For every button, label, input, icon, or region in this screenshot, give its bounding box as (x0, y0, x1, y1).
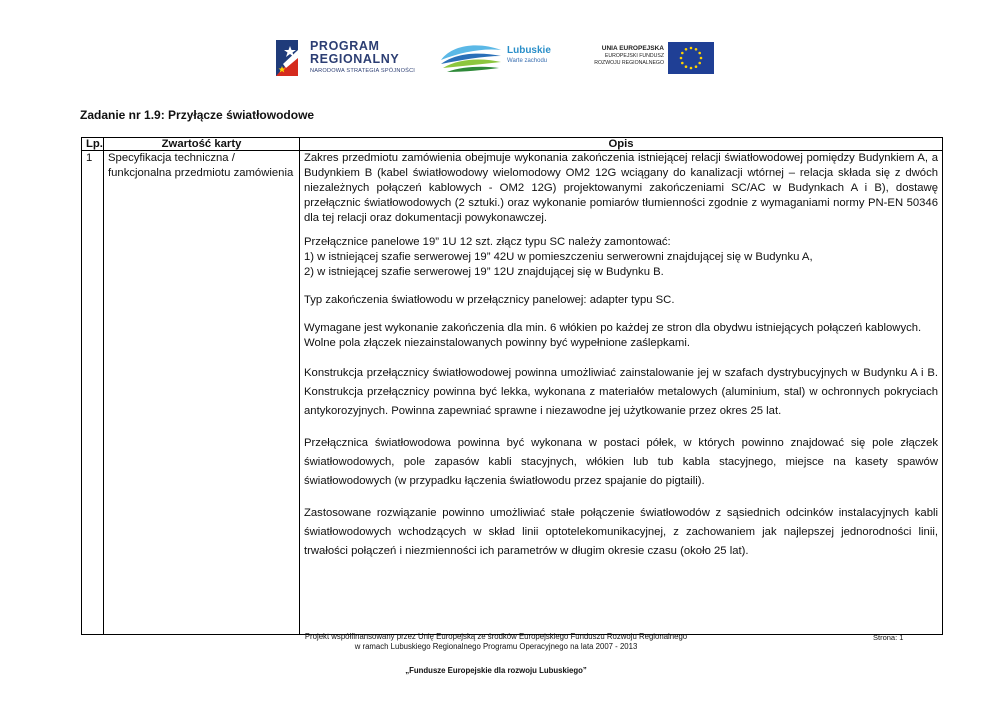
header-lp: Lp. (82, 138, 104, 151)
opis-paragraph-2-intro: Przełącznice panelowe 19” 1U 12 szt. złącz typu SC należy zamontować: (304, 236, 671, 248)
program-line3: NARODOWA STRATEGIA SPÓJNOŚCI (310, 68, 416, 74)
opis-paragraph-1: Zakres przedmiotu zamówienia obejmuje wykonania zakończenia istniejącej relacji światłowodowej pomiędzy Budynkiem A, a Budynkiem B (kabel światłowodowy wielomodowy OM2 12G wciągany do kanalizacji wtórnej – relacja składa się z dwóch niezależnych połączeń kablowych - OM2 12G) projektowanymi zakończeniami SC/AC w Budynkach A i B), dostawę przełącznic światłowodowych (2 sztuki.) oraz wykonanie pomiarów tłumienności zgodnie z wymaganiami normy PN-EN 50346 dla tej relacji oraz dokumentacji powykonawczej. (304, 152, 938, 224)
row-opis (300, 151, 943, 635)
header-opis: Opis (300, 138, 943, 151)
table-row (82, 151, 943, 635)
program-line1: PROGRAM (310, 39, 380, 53)
row-lp: 1 (82, 151, 104, 635)
footer-note (200, 632, 792, 652)
footer-line1: Projekt współfinansowany przez Unię Europejską ze środków Europejskiego Funduszu Rozwoju Regionalnego (304, 632, 688, 641)
opis-list-item-1: 1) w istniejącej szafie serwerowej 19” 42U w pomieszczeniu serwerowni znajdującej się w Budynku A, (304, 251, 813, 263)
opis-list-item-2: 2) w istniejącej szafie serwerowej 19” 12U znajdującej się w Budynku B. (304, 266, 664, 278)
eu-flag-icon (668, 42, 714, 74)
footer-slogan: „Fundusze Europejskie dla rozwoju Lubuskiego” (405, 666, 587, 675)
opis-paragraph-7: Zastosowane rozwiązanie powinno umożliwiać stałe połączenie światłowodów z sąsiednich odcinków instalacyjnych kabli światłowodowych wchodzących w skład linii optotelekomunikacyjnej, z zachowaniem jak najlepszej jednorodności linii, trwałości połączeń i niezmienności ich parametrów w długim okresie czasu (około 25 lat). (304, 507, 938, 557)
lubuskie-tagline: Warte zachodu (507, 58, 548, 64)
eu-line3: ROZWOJU REGIONALNEGO (594, 60, 664, 66)
eu-logo (578, 42, 714, 78)
opis-paragraph-4: Wymagane jest wykonanie zakończenia dla min. 6 włókien po każdej ze stron dla obydwu istniejących połączeń kablowych. (304, 322, 922, 334)
row-zawartosc: Specyfikacja techniczna / funkcjonalna przedmiotu zamówienia (104, 151, 300, 635)
lubuskie-logo (439, 40, 559, 80)
eu-line2: EUROPEJSKI FUNDUSZ (604, 53, 664, 59)
opis-paragraph-6: Przełącznica światłowodowa powinna być wykonana w postaci półek, w których powinno znajdować się pole złączek światłowodowych, pole zapasów kabli stacyjnych, włókien lub tub kabla stacyjnego, miejsce na kasety spawów światłowodowych (w przypadku łączenia światłowodu przez spajanie do pigtaili). (304, 437, 938, 487)
document-title: Zadanie nr 1.9: Przyłącze światłowodowe (80, 108, 315, 122)
opis-paragraph-4b: Wolne pola złączek niezainstalowanych powinny być wypełnione zaślepkami. (304, 337, 690, 349)
specification-table (81, 137, 943, 635)
opis-paragraph-5: Konstrukcja przełącznicy światłowodowej powinna umożliwiać zainstalowanie jej w szafach dystrybucyjnych w Budynku A i B. Konstrukcja przełącznicy powinna być lekka, wykonana z materiałów metalowych (aluminium, stal) w ochronnych pokryciach antykorozyjnych. Powinna zapewniać sprawne i niezawodne jej użytkowanie przez okres 25 lat. (304, 367, 938, 417)
header-zawartosc: Zwartość karty (104, 138, 300, 151)
lubuskie-name: Lubuskie (507, 45, 551, 56)
eu-line1: UNIA EUROPEJSKA (601, 45, 664, 52)
footer-line2: w ramach Lubuskiego Regionalnego Programu Operacyjnego na lata 2007 - 2013 (354, 642, 638, 651)
opis-paragraph-3: Typ zakończenia światłowodu w przełącznicy panelowej: adapter typu SC. (304, 294, 675, 306)
page-number: Strona: 1 (873, 633, 904, 642)
lubuskie-waves-icon (439, 40, 503, 76)
program-regionalny-flag-icon (274, 38, 304, 78)
program-line2: REGIONALNY (310, 52, 400, 66)
program-regionalny-logo (274, 38, 424, 82)
table-header-row (82, 138, 943, 151)
